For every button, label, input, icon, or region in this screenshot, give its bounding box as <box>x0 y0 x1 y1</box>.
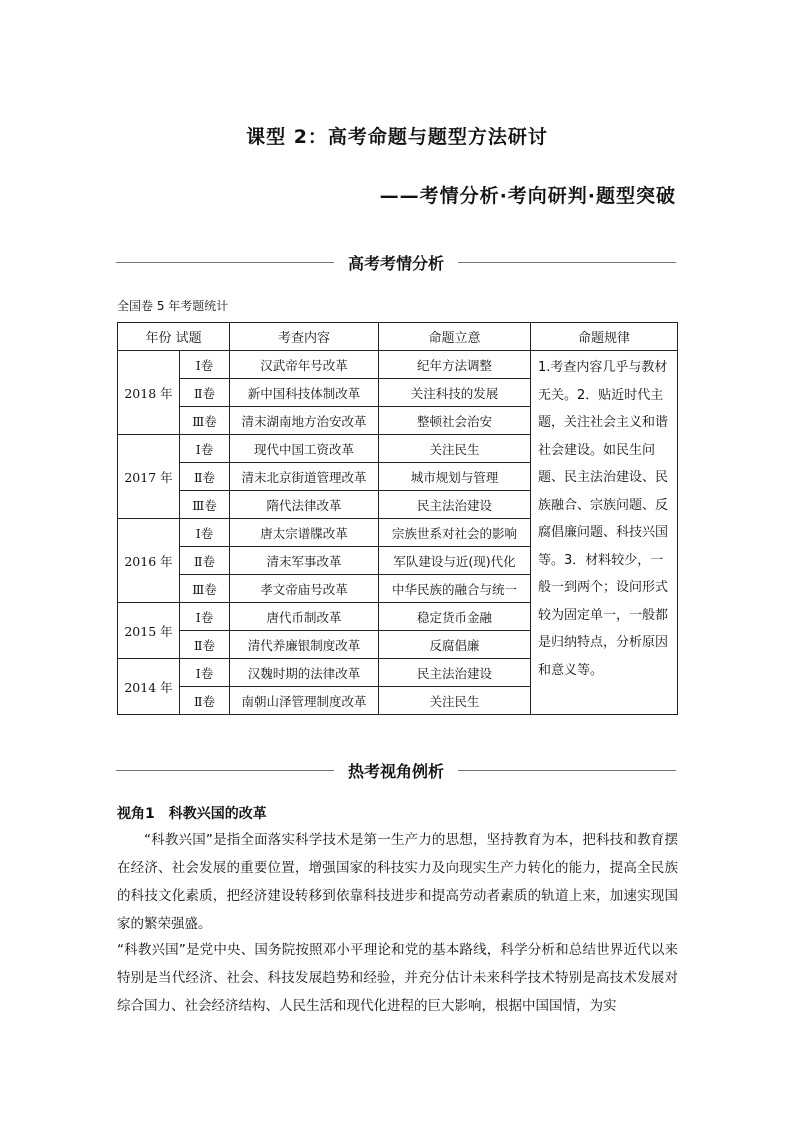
content-cell: 南朝山泽管理制度改革 <box>230 687 379 715</box>
paragraph: “科教兴国”是指全面落实科学技术是第一生产力的思想，坚持教育为本，把科技和教育摆在经济、社会发展的重要位置，增强国家的科技实力及向现实生产力转化的能力，提高全民族的科技文化素质，把经济建设转移到依靠科技进步和提高劳动者素质的轨道上来，加速实现国家的繁荣强盛。 <box>117 832 678 932</box>
section-heading-analysis <box>116 251 676 273</box>
purpose-cell: 城市规划与管理 <box>379 463 531 491</box>
year-cell: 2017 年 <box>118 435 180 519</box>
section-heading-examples <box>116 759 676 781</box>
year-cell: 2014 年 <box>118 659 180 715</box>
purpose-cell: 军队建设与近(现)代化 <box>379 547 531 575</box>
page-title: 课型 2：高考命题与题型方法研讨 <box>246 126 548 148</box>
purpose-cell: 反腐倡廉 <box>379 631 531 659</box>
section-label: 高考考情分析 <box>348 253 445 273</box>
volume-cell: Ⅱ卷 <box>180 547 230 575</box>
content-cell: 隋代法律改革 <box>230 491 379 519</box>
year-cell: 2018 年 <box>118 351 180 435</box>
content-cell: 汉魏时期的法律改革 <box>230 659 379 687</box>
volume-cell: Ⅰ卷 <box>180 519 230 547</box>
divider-right <box>458 262 676 263</box>
divider-left <box>116 770 334 771</box>
volume-cell: Ⅲ卷 <box>180 575 230 603</box>
content-cell: 现代中国工资改革 <box>230 435 379 463</box>
purpose-cell: 纪年方法调整 <box>379 351 531 379</box>
header-purpose: 命题立意 <box>379 323 531 351</box>
section-label: 热考视角例析 <box>348 761 445 781</box>
divider-right <box>458 770 676 771</box>
rules-cell: 1.考查内容几乎与教材无关。2．贴近时代主题，关注社会主义和谐社会建设。如民生问题、民主法治建设、民族融合、宗族问题、反腐倡廉问题、科技兴国等。3．材料较少，一般一到两个；设问形式较为固定单一，一般都是归纳特点，分析原因和意义等。 <box>531 351 678 715</box>
purpose-cell: 关注民生 <box>379 435 531 463</box>
volume-cell: Ⅰ卷 <box>180 659 230 687</box>
year-cell: 2015 年 <box>118 603 180 659</box>
header-content: 考查内容 <box>230 323 379 351</box>
purpose-cell: 关注科技的发展 <box>379 379 531 407</box>
header-rules: 命题规律 <box>531 323 678 351</box>
volume-cell: Ⅱ卷 <box>180 687 230 715</box>
paragraph: “科教兴国”是党中央、国务院按照邓小平理论和党的基本路线，科学分析和总结世界近代以来特别是当代经济、社会、科技发展趋势和经验，并充分估计未来科学技术特别是高技术发展对综合国力、社会经济结构、人民生活和现代化进程的巨大影响，根据中国国情，为实 <box>117 942 678 1014</box>
purpose-cell: 整顿社会治安 <box>379 407 531 435</box>
table-row <box>118 351 678 379</box>
purpose-cell: 中华民族的融合与统一 <box>379 575 531 603</box>
content-cell: 汉武帝年号改革 <box>230 351 379 379</box>
content-cell: 新中国科技体制改革 <box>230 379 379 407</box>
volume-cell: Ⅰ卷 <box>180 435 230 463</box>
purpose-cell: 关注民生 <box>379 687 531 715</box>
volume-cell: Ⅲ卷 <box>180 491 230 519</box>
volume-cell: Ⅱ卷 <box>180 379 230 407</box>
page-subtitle: ——考情分析·考向研判·题型突破 <box>379 185 676 207</box>
table-caption: 全国卷 5 年考题统计 <box>117 299 229 313</box>
content-cell: 清末北京街道管理改革 <box>230 463 379 491</box>
year-cell: 2016 年 <box>118 519 180 603</box>
divider-left <box>116 262 334 263</box>
purpose-cell: 民主法治建设 <box>379 659 531 687</box>
table-header-row <box>118 323 678 351</box>
content-cell: 孝文帝庙号改革 <box>230 575 379 603</box>
volume-cell: Ⅲ卷 <box>180 407 230 435</box>
purpose-cell: 宗族世系对社会的影响 <box>379 519 531 547</box>
volume-cell: Ⅱ卷 <box>180 631 230 659</box>
content-cell: 唐太宗谱牒改革 <box>230 519 379 547</box>
exam-statistics-table <box>117 322 678 715</box>
content-cell: 唐代币制改革 <box>230 603 379 631</box>
volume-cell: Ⅰ卷 <box>180 603 230 631</box>
purpose-cell: 稳定货币金融 <box>379 603 531 631</box>
volume-cell: Ⅱ卷 <box>180 463 230 491</box>
purpose-cell: 民主法治建设 <box>379 491 531 519</box>
content-cell: 清末湖南地方治安改革 <box>230 407 379 435</box>
content-cell: 清代养廉银制度改革 <box>230 631 379 659</box>
volume-cell: Ⅰ卷 <box>180 351 230 379</box>
header-year-volume: 年份 试题 <box>118 323 230 351</box>
content-cell: 清末军事改革 <box>230 547 379 575</box>
view-heading: 视角1 科教兴国的改革 <box>117 806 267 822</box>
